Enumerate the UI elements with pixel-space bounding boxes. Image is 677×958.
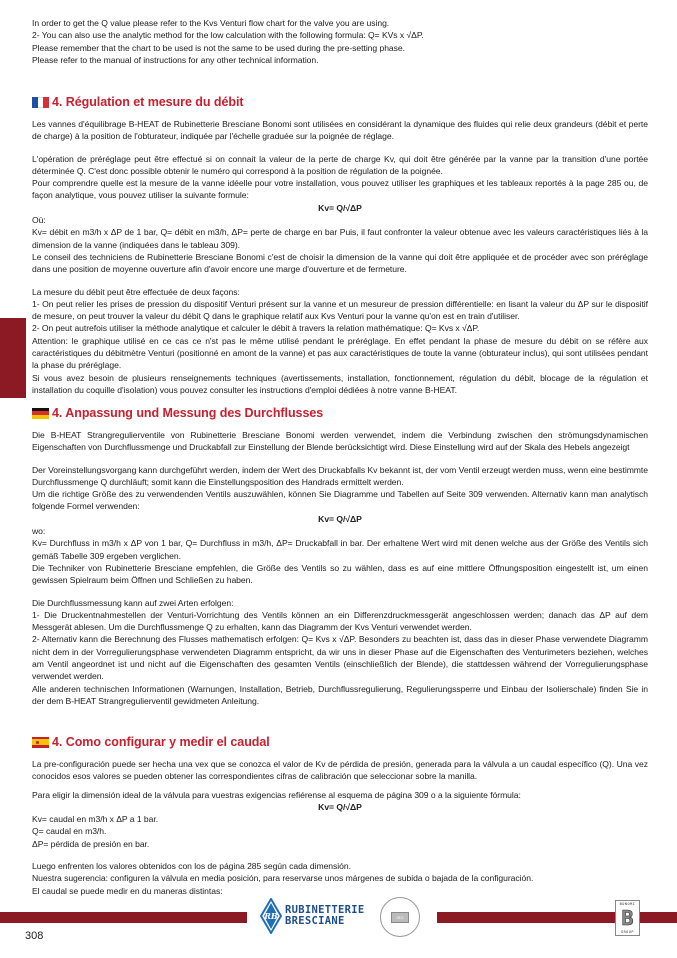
paragraph: wo:	[32, 526, 46, 537]
paragraph: La mesure du débit peut être effectuée de deux façons:	[32, 286, 240, 297]
group-bottom-text: GROUP	[620, 930, 635, 934]
section-heading-es	[32, 733, 648, 751]
paragraph: Le conseil des techniciens de Rubinetterie Bresciane Bonomi c'est de choisir la dimension de la vanne qui doit être appliquée et de procéder avec son préréglage dans une position de moyenne ouverture afin d'avoir encore une marge d'ouverture et de fermeture.	[32, 251, 648, 275]
paragraph: Para eligir la dimensión ideal de la válvula para vuestras exigencias refiérense al esquema de página 309 o a la siguiente fórmula:	[32, 789, 521, 800]
formula: Kv= Q/√ΔP	[318, 513, 362, 524]
paragraph: Kv= débit en m3/h x ΔP de 1 bar, Q= débit en m3/h, ΔP= perte de charge en bar Puis, il faut confronter la valeur obtenue avec les valeurs caractéristiques liés à la dimension de la vanne (indiquées dans le tableau 309).	[32, 227, 648, 250]
intro-line: In order to get the Q value please refer to the Kvs Venturi flow chart for the valve you are using.	[32, 18, 390, 28]
svg-text:RB: RB	[264, 911, 278, 921]
paragraph: 1- Die Druckentnahmestellen der Venturi-Vorrichtung des Ventils können an ein Differenzdruckmessgerät angeschlossen werden; danach das ΔP auf dem Messgerät ablesen. Um die Durchflussmenge Q zu erhalten, kann das Diagramm der Kvs Venturi verwendet werden.	[32, 609, 648, 633]
section-german	[32, 404, 648, 707]
brand-line-2: BRESCIANE	[285, 915, 345, 927]
rb-diamond-icon	[260, 898, 282, 934]
paragraph: Les vannes d'équilibrage B-HEAT de Rubinetterie Bresciane Bonomi sont utilisées en considérant la dynamique des fluides qui relie deux grandeurs (débit et perte de charge) à la position de l'obturateur, indiquée par l'échelle graduée sur la poignée de réglage.	[32, 119, 648, 142]
formula: Kv= Q/√ΔP	[318, 202, 362, 213]
rubinetterie-bresciane-logo	[260, 898, 364, 934]
paragraph: El caudal se puede medir en du maneras distintas:	[32, 885, 223, 896]
paragraph: Attention: le graphique utilisé en ce cas ce n'st pas le même utilisé pendant le préréglage. En effet pendant la phase de mesure du débit on se réfère aux caractéristiques du débitmètre Venturi (positionné en amont de la vanne) et pas aux caractéristiques de toute la vanne (obturateur inclus), qui sont utilisées pendant la phase du préréglage.	[32, 335, 648, 371]
bonomi-group-logo	[615, 900, 640, 936]
section-title: 4. Anpassung und Messung des Durchflusses	[52, 405, 324, 420]
intro-block	[32, 17, 648, 66]
brand-line-1: RUBINETTERIE	[285, 904, 365, 916]
paragraph: L'opération de préréglage peut être effectué si on connait la valeur de la perte de charge Kv, qui doit être générée par la vanne par la transition d'une portée déterminée Q. C'est donc possible obtenir le numéro qui correspond à la position de régulation de la poignée.	[32, 153, 648, 176]
paragraph: Si vous avez besoin de plusieurs renseignements techniques (avertissements, installation, fonctionnement, régulation du débit, blocage de la régulation et installation du coquille d'isolation) vous pouvez consulter les instructions d'emploi dédiées à notre vanne B-HEAT.	[32, 372, 648, 395]
section-heading-de	[32, 404, 648, 422]
paragraph: Die Techniker von Rubinetterie Bresciane empfehlen, die Größe des Ventils so zu wählen, dass es auf eine mittlere Öffnungsposition eingestellt ist, um einen gewissen Spielraum beim Öffnen und Schließen zu haben.	[32, 562, 648, 586]
paragraph: 1- On peut relier les prises de pression du dispositif Venturi présent sur la vanne et un mesureur de pression différentielle: en lisant la valeur du ΔP sur le dispositif de mesure, on peut trouver la valeur du débit Q dans le graphique relatif aux Kvs Venturi pour la vanne qu'on est en train d'utiliser.	[32, 298, 648, 322]
section-french	[32, 93, 648, 396]
paragraph: Kv= caudal en m3/h x ΔP a 1 bar.	[32, 814, 159, 825]
section-heading-fr	[32, 93, 648, 111]
page-number: 308	[25, 930, 44, 942]
group-b-letter: B	[621, 906, 634, 930]
paragraph: Pour comprendre quelle est la mesure de la vanne idéelle pour votre installation, vous pouvez utiliser les graphiques et les tableaux reportés à la page 285 ou, de façon analytique, vous pouvez utiliser la suivante formule:	[32, 178, 648, 201]
footer-bar-right	[640, 912, 677, 923]
paragraph: Luego enfrenten los valores obtenidos con los de página 285 según cada dimensión.	[32, 861, 351, 872]
spain-flag-icon	[32, 737, 49, 748]
paragraph: La pre-configuración puede ser hecha una vex que se conozca el valor de Kv de pérdida de presión, generada para la válvula a un caudal específico (Q). Una vez conocidos esos valores se pueden obtener las correspondientes cifras de calibración que seleccionar sobre la manilla.	[32, 759, 648, 782]
paragraph: 2- On peut autrefois utiliser la méthode analytique et calculer le débit à travers la relation mathématique: Q= Kvs x √ΔP.	[32, 323, 480, 334]
iso-seal-label: ISO	[391, 912, 409, 923]
paragraph: ΔP= pérdida de presión en bar.	[32, 838, 150, 849]
paragraph: Um die richtige Größe des zu verwendenden Ventils auszuwählen, können Sie Diagramme und Tabellen auf Seite 309 verwenden. Alternativ kann man analytisch folgende Formel verwenden:	[32, 489, 648, 512]
paragraph: Kv= Durchfluss in m3/h x ΔP von 1 bar, Q= Durchfluss in m3/h, ΔP= Druckabfall in bar. Der erhaltene Wert wird mit denen welche aus der Größe des Ventils sich gemäß Tabelle 309 ergeben verglichen.	[32, 538, 648, 561]
section-spanish	[32, 733, 648, 897]
footer-bar-middle	[437, 912, 615, 923]
france-flag-icon	[32, 97, 49, 108]
paragraph: Die Durchflussmessung kann auf zwei Arten erfolgen:	[32, 597, 234, 608]
paragraph: Alle anderen technischen Informationen (Warnungen, Installation, Betrieb, Durchflussregulierung, Regulierungssperre und Einbau der Isolierschale) finden Sie in der dem B-HEAT Strangregulierventil gewidmeten Anleitung.	[32, 683, 648, 706]
group-top-text: BONOMI	[619, 902, 636, 906]
paragraph: Nuestra sugerencia: configuren la válvula en media posición, para reservarse unos márgenes de subida o bajada de la configuración.	[32, 873, 534, 884]
paragraph: Q= caudal en m3/h.	[32, 826, 107, 837]
iso-certification-seal	[380, 897, 420, 937]
intro-line: Please remember that the chart to be used is not the same to be used during the pre-setting phase.	[32, 42, 405, 53]
section-title: 4. Régulation et mesure du débit	[52, 94, 244, 109]
section-title: 4. Como configurar y medir el caudal	[52, 734, 270, 749]
side-tab-marker	[0, 318, 26, 398]
paragraph: Die B-HEAT Strangregulierventile von Rubinetterie Bresciane Bonomi werden verwendet, indem die Verbindung zwischen den strömungsdynamischen Eigenschaften von Durchflussmenge und Druckabfall zur Einstellung der Blende berücksichtigt wird. Diese Einstellung wird auf der Skala des Hebels angezeigt	[32, 430, 648, 453]
footer-bar-left	[0, 912, 247, 923]
paragraph: 2- Alternativ kann die Berechnung des Flusses mathematisch erfolgen: Q= Kvs x √ΔP. Besonders zu beachten ist, dass das in dieser Phase verwendete Diagramm nicht dem in der Vorregulierungsphase verwendeten Diagramm entspricht, da wir uns in dieser Phase auf die Eigenschaften des Venturimeters beziehen, welches am Ventil angeordnet ist und nicht auf die Eigenschaften des gesamten Ventils (einschließlich der Blende), die stattdessen während der Vorregulierungsphase verwendet werden.	[32, 634, 648, 682]
intro-line: 2- You can also use the analytic method for the low calculation with the following formula: Q= KVs x √ΔP.	[32, 30, 424, 41]
paragraph: Der Voreinstellungsvorgang kann durchgeführt werden, indem der Wert des Druckabfalls Kv bekannt ist, der vom Ventil erzeugt werden muss, wenn eine bestimmte Durchflussmenge Q durchläuft; somit kann die Einstellungsposition des Handrads ermittelt werden.	[32, 464, 648, 487]
germany-flag-icon	[32, 408, 49, 419]
formula: Kv= Q/√ΔP	[318, 801, 362, 812]
paragraph: Où:	[32, 215, 46, 226]
intro-line: Please refer to the manual of instructions for any other technical information.	[32, 54, 319, 65]
